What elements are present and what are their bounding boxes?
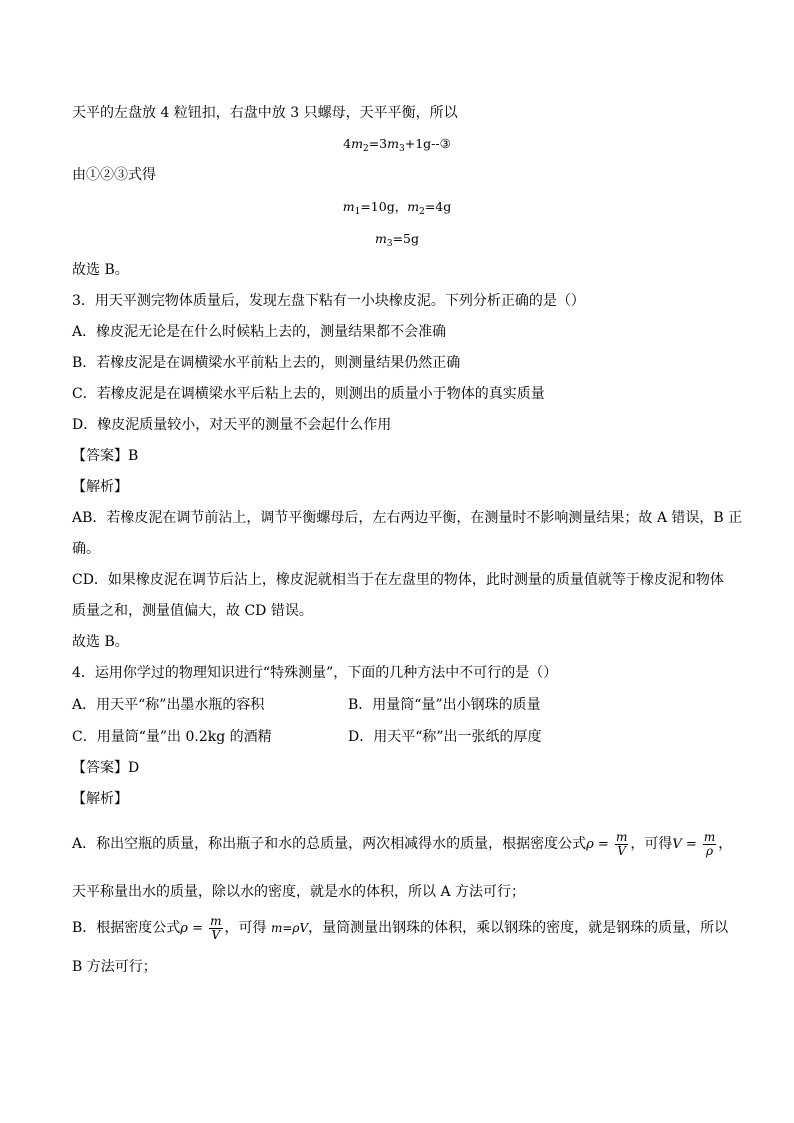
- question-3: 3．用天平测完物体质量后，发现左盘下粘有一小块橡皮泥。下列分析正确的是（）: [72, 293, 585, 309]
- option-a: A．用天平“称”出墨水瓶的容积: [72, 697, 265, 713]
- analysis-label: 【解析】: [72, 479, 128, 495]
- option-a: A．橡皮泥无论是在什么时候粘上去的，测量结果都不会准确: [72, 324, 447, 340]
- answer-label: 【答案】D: [72, 760, 140, 776]
- text-line-with-formula: B．根据密度公式ρ = $\frac{m}{V}$ ，可得 m=ρV，量筒测量出钢珠的体积，乘以钢珠的密度，就是钢珠的质量，所以: [72, 913, 729, 942]
- text-line: 故选 B。: [72, 634, 129, 650]
- fraction: $\frac{m}{V}$: [210, 913, 222, 942]
- text-line: 天平称量出水的质量，除以水的密度，就是水的体积，所以 A 方法可行；: [72, 884, 526, 900]
- result-equation-2: $m_3=5g$: [374, 231, 420, 249]
- fraction: $\frac{m}{V}$: [615, 829, 628, 858]
- option-c: C．若橡皮泥是在调横梁水平后粘上去的，则测出的质量小于物体的真实质量: [72, 386, 545, 402]
- text-line: CD．如果橡皮泥在调节后沾上，橡皮泥就相当于在左盘里的物体，此时测量的质量值就等于橡皮泥和物体: [72, 572, 724, 588]
- text-line: 故选 B。: [72, 262, 129, 278]
- fraction: $\frac{m}{\rho}$: [703, 829, 716, 858]
- text-line: 由①②③式得: [72, 167, 156, 183]
- option-c: C．用量筒“量”出 0.2kg 的酒精: [72, 729, 272, 745]
- answer-label: 【答案】B: [72, 448, 139, 464]
- text-line-with-formula: A．称出空瓶的质量，称出瓶子和水的总质量，两次相减得水的质量，根据密度公式ρ = $\frac{m}{V}$ ，可得V = $\frac{m}{\rho}$ ，: [72, 829, 733, 858]
- option-d: D．橡皮泥质量较小，对天平的测量不会起什么作用: [72, 417, 392, 433]
- result-equation-1: $m_1=10g$，$m_2=4g$: [342, 199, 452, 217]
- option-b: B．用量筒“量”出小钢珠的质量: [348, 697, 541, 713]
- text-line: 确。: [72, 541, 100, 557]
- option-b: B．若橡皮泥是在调横梁水平前粘上去的，则测量结果仍然正确: [72, 355, 461, 371]
- option-d: D．用天平“称”出一张纸的厚度: [348, 729, 542, 745]
- text-line: 质量之和，测量值偏大，故 CD 错误。: [72, 603, 313, 619]
- question-4: 4．运用你学过的物理知识进行“特殊测量”，下面的几种方法中不可行的是（）: [72, 665, 558, 681]
- equation-3: $4m_2=3m_3+1g--③$: [343, 136, 451, 154]
- analysis-label: 【解析】: [72, 791, 128, 807]
- text-line: AB．若橡皮泥在调节前沾上，调节平衡螺母后，左右两边平衡，在测量时不影响测量结果；故 A 错误，B 正: [72, 510, 743, 526]
- text-line: B 方法可行；: [72, 959, 157, 975]
- text-line: 天平的左盘放 4 粒钮扣，右盘中放 3 只螺母，天平平衡，所以: [72, 105, 458, 121]
